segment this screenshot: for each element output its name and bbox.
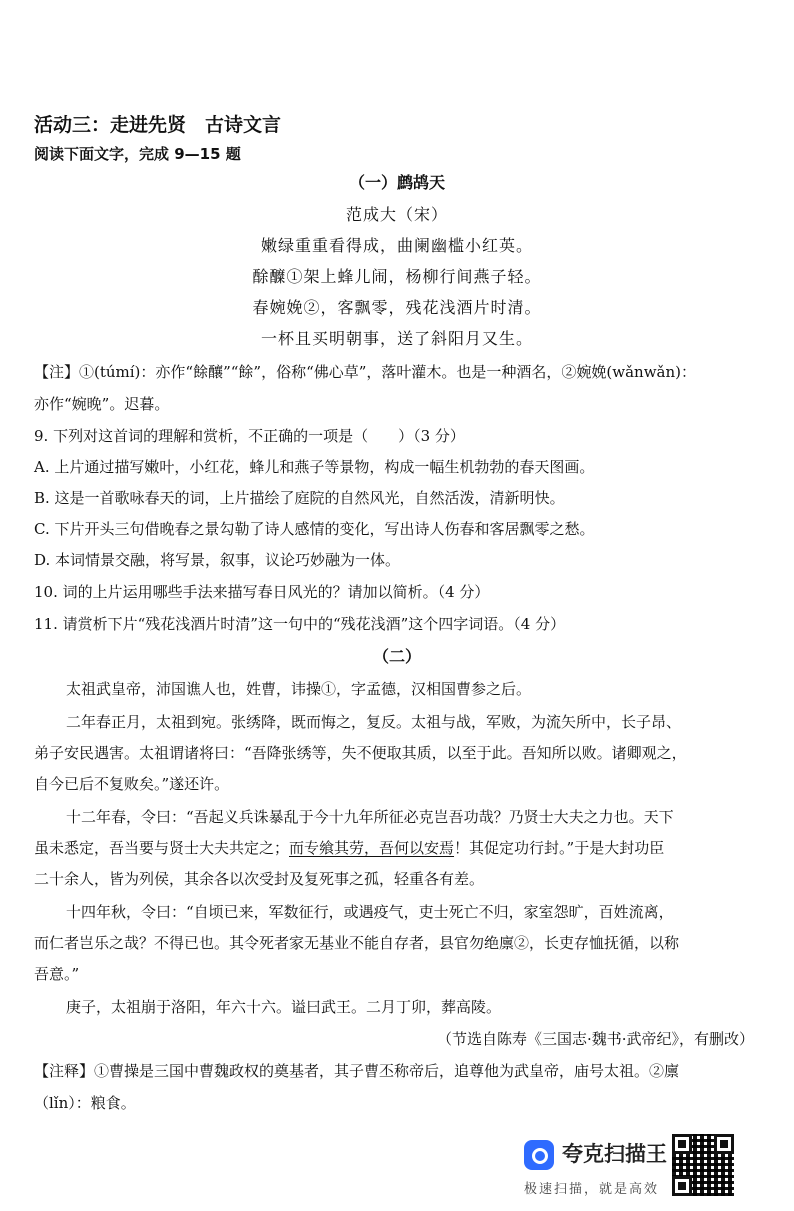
passage-heading: （二） xyxy=(372,647,421,666)
question-9: 9. 下列对这首词的理解和赏析，不正确的一项是（ ）（3 分） xyxy=(34,427,465,445)
passage-p3-segment-a: 虽未悉定，吾当要与贤士大夫共定之； xyxy=(34,839,290,857)
section-instruction: 阅读下面文字，完成 9—15 题 xyxy=(34,145,241,163)
poem-note-line-1: 【注】①(túmí)：亦作“餘釀”“餘”，俗称“佛心草”，落叶灌木。也是一种酒名，②婉娩(wǎnwǎn)： xyxy=(34,363,697,381)
poem-heading: （一）鹧鸪天 xyxy=(348,173,445,192)
watermark-brand: 夸克扫描王 xyxy=(562,1142,667,1166)
section-title: 活动三：走进先贤 古诗文言 xyxy=(34,114,282,136)
scanner-watermark xyxy=(520,1128,750,1198)
passage-paragraph-3-line-2 xyxy=(34,837,664,859)
poem-line-1: 嫩绿重重看得成，曲阑幽槛小红英。 xyxy=(260,236,533,255)
passage-paragraph-4-line-2: 而仁者岂乐之哉？不得已也。其令死者家无基业不能自存者，县官勿绝廪②，长吏存恤抚循，以称 xyxy=(34,934,680,952)
passage-paragraph-2-line-1: 二年春正月，太祖到宛。张绣降，既而悔之，复反。太祖与战，军败，为流矢所中，长子昂、 xyxy=(66,713,682,731)
question-11: 11. 请赏析下片“残花浅酒片时清”这一句中的“残花浅酒”这个四字词语。（4 分） xyxy=(34,615,566,633)
poem-line-2: 酴醾①架上蜂儿闹，杨柳行间燕子轻。 xyxy=(252,267,542,286)
qr-code-icon xyxy=(672,1134,734,1196)
passage-paragraph-5: 庚子，太祖崩于洛阳，年六十六。谥曰武王。二月丁卯，葬高陵。 xyxy=(66,998,502,1016)
poem-author: 范成大（宋） xyxy=(345,205,448,224)
question-9-option-d: D. 本词情景交融，将写景，叙事，议论巧妙融为一体。 xyxy=(34,551,401,569)
passage-source: （节选自陈寿《三国志·魏书·武帝纪》，有删改） xyxy=(436,1030,754,1048)
quark-logo-icon xyxy=(524,1140,554,1170)
question-9-option-a: A. 上片通过描写嫩叶，小红花，蜂儿和燕子等景物，构成一幅生机勃勃的春天图画。 xyxy=(34,458,595,476)
passage-paragraph-4-line-3: 吾意。” xyxy=(34,965,80,983)
passage-paragraph-2-line-3: 自今已后不复败矣。”遂还许。 xyxy=(34,775,230,793)
passage-paragraph-1: 太祖武皇帝，沛国谯人也，姓曹，讳操①，字孟德，汉相国曹参之后。 xyxy=(66,680,532,698)
poem-line-4: 一杯且买明朝事，送了斜阳月又生。 xyxy=(260,329,533,348)
question-10: 10. 词的上片运用哪些手法来描写春日风光的？请加以简析。（4 分） xyxy=(34,583,490,601)
passage-note-line-2: （lǐn）：粮食。 xyxy=(34,1094,136,1112)
passage-paragraph-3-line-1: 十二年春，令曰：“吾起义兵诛暴乱于今十九年所征必克岂吾功哉？乃贤士大夫之力也。天下 xyxy=(66,808,674,826)
passage-p3-segment-c: ！其促定功行封。”于是大封功臣 xyxy=(454,839,665,857)
watermark-slogan: 极速扫描，就是高效 xyxy=(524,1182,660,1197)
passage-paragraph-2-line-2: 弟子安民遇害。太祖谓诸将曰：“吾降张绣等，失不便取其质，以至于此。吾知所以败。诸卿观之， xyxy=(34,744,687,762)
passage-paragraph-4-line-1: 十四年秋，令曰：“自顷已来，军数征行，或遇疫气，吏士死亡不归，家室怨旷，百姓流离， xyxy=(66,903,674,921)
passage-note-line-1: 【注释】①曹操是三国中曹魏政权的奠基者，其子曹丕称帝后，追尊他为武皇帝，庙号太祖。②廪 xyxy=(34,1062,680,1080)
question-9-option-b: B. 这是一首歌咏春天的词，上片描绘了庭院的自然风光，自然活泼，清新明快。 xyxy=(34,489,565,507)
underlined-sentence: 而专飨其劳，吾何以安焉 xyxy=(289,839,455,857)
poem-line-3: 春婉娩②，客飘零，残花浅酒片时清。 xyxy=(252,298,542,317)
question-9-option-c: C. 下片开头三句借晚春之景勾勒了诗人感情的变化，写出诗人伤春和客居飘零之愁。 xyxy=(34,520,595,538)
passage-paragraph-3-line-3: 二十余人，皆为列侯，其余各以次受封及复死事之孤，轻重各有差。 xyxy=(34,870,485,888)
poem-note-line-2: 亦作“婉晚”。迟暮。 xyxy=(34,395,170,413)
